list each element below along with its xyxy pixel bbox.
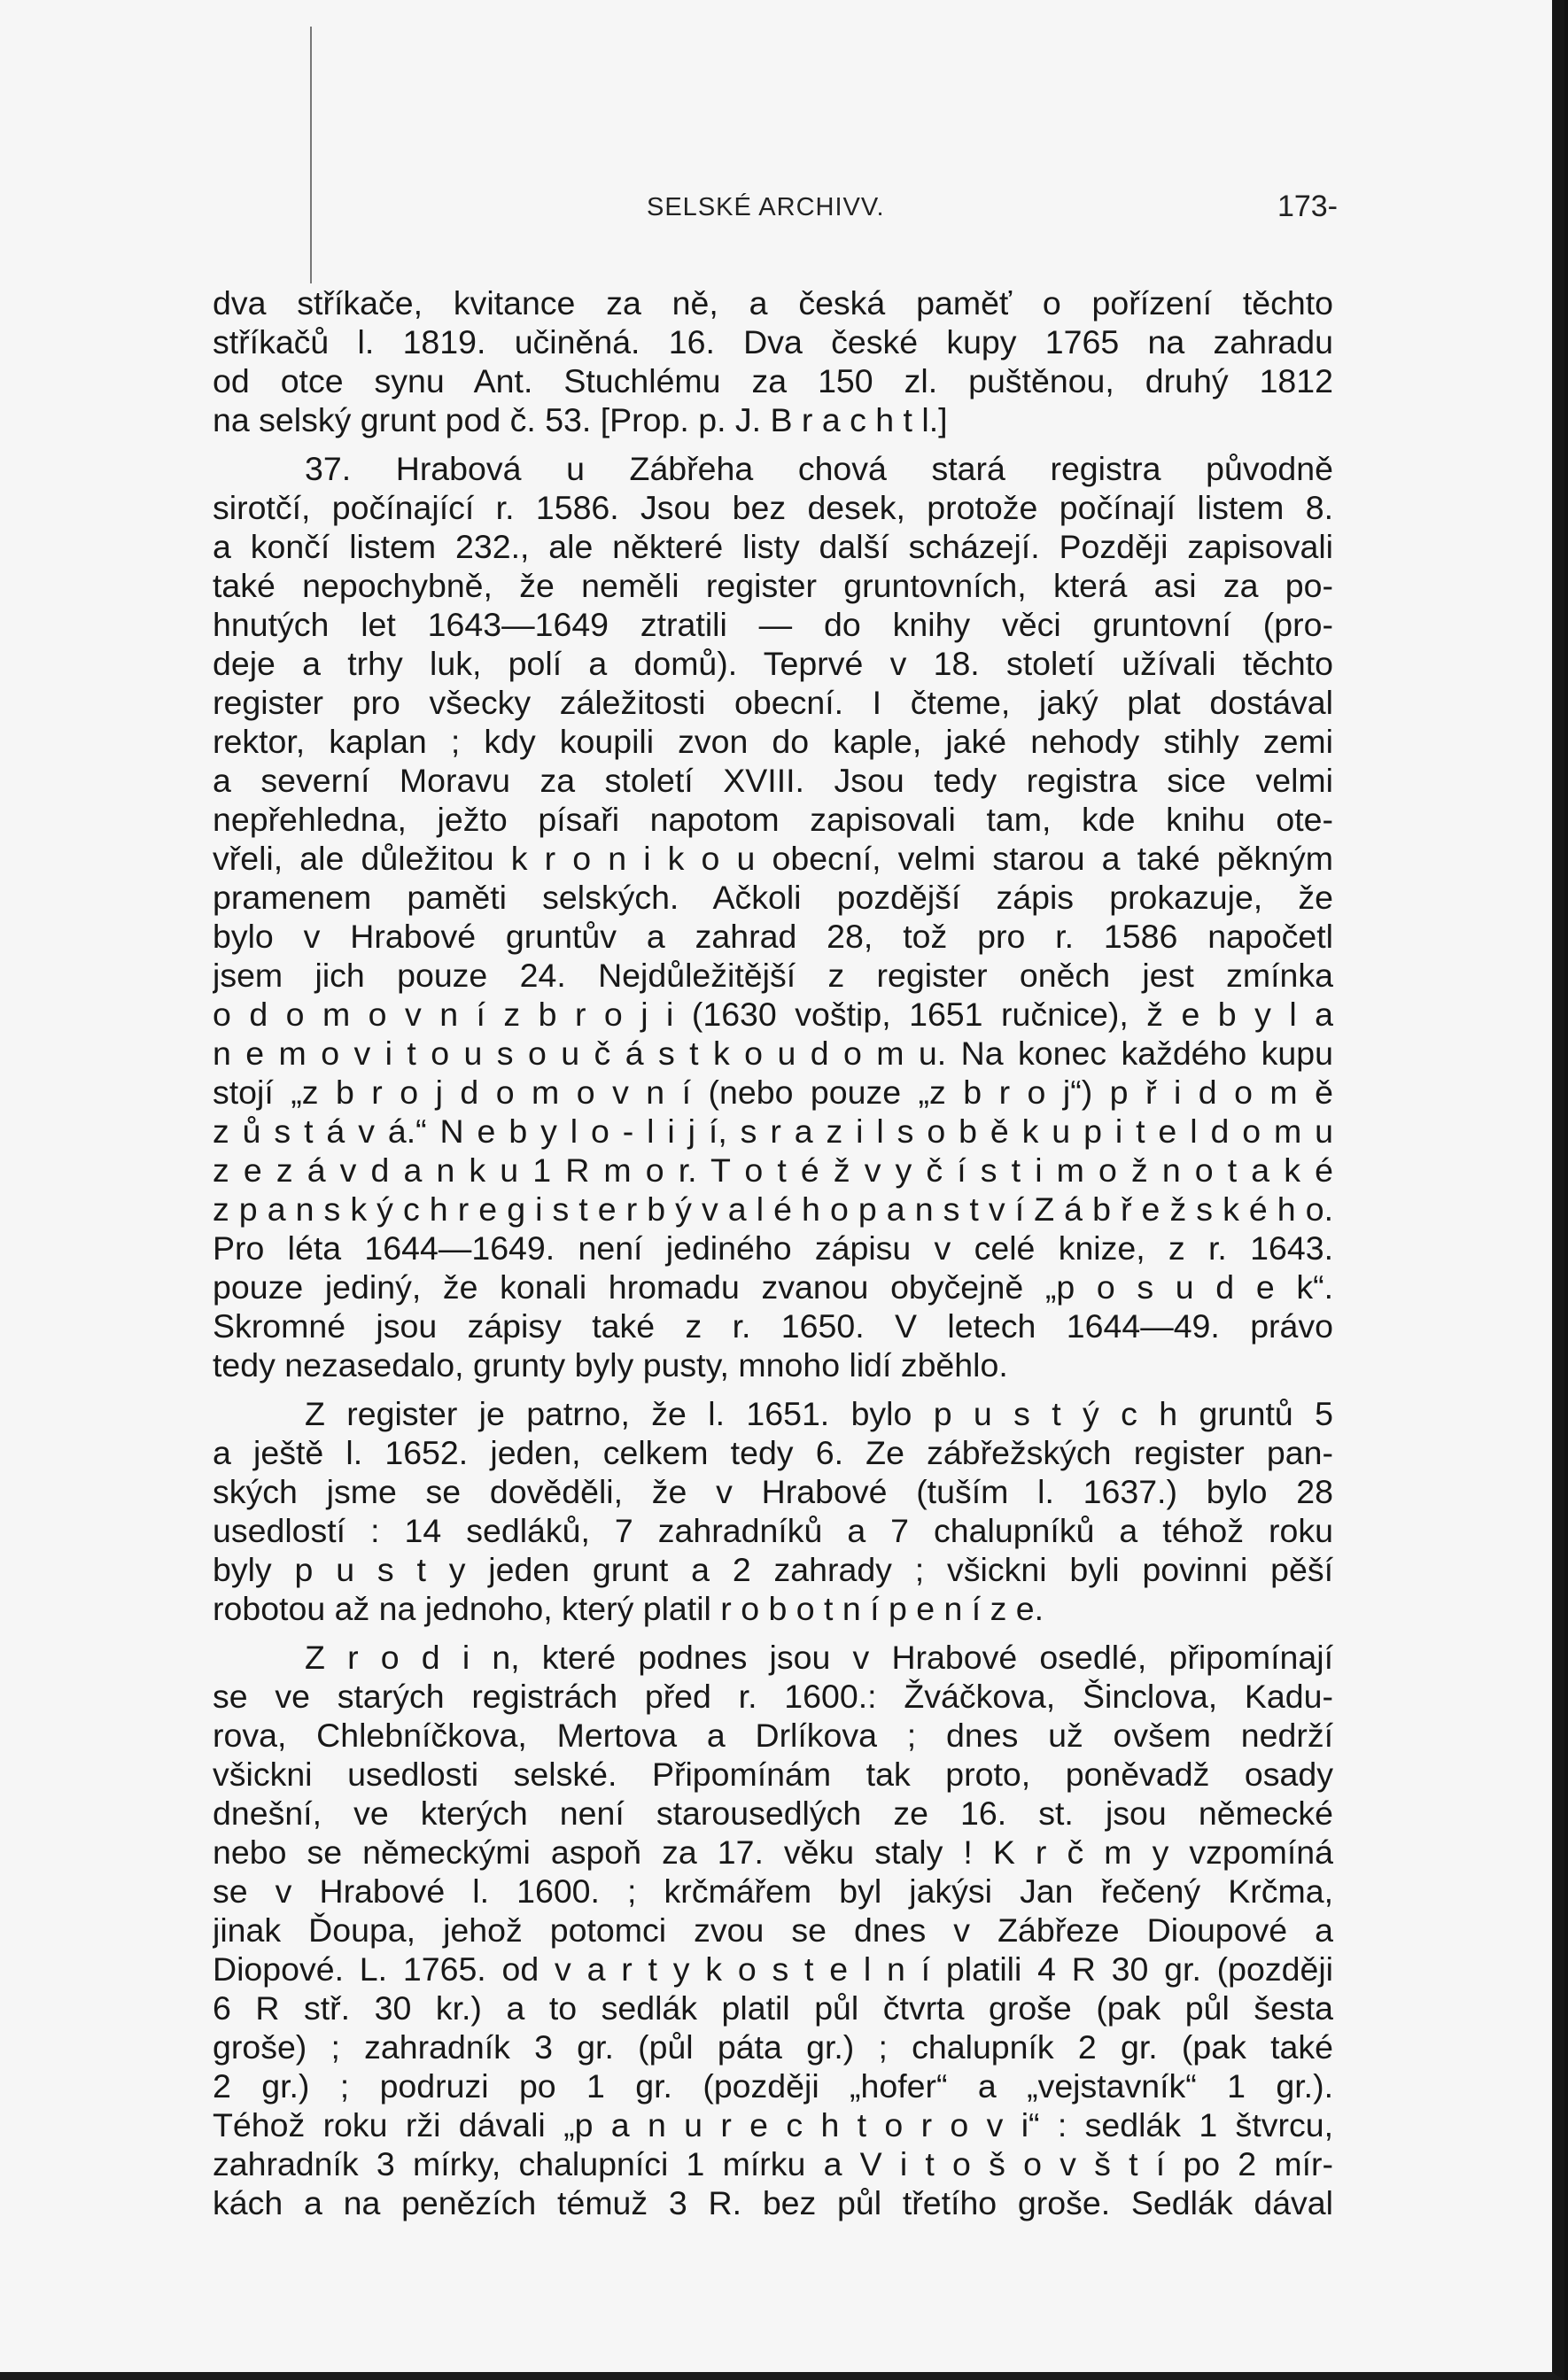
text-line: Diopové. L. 1765. od v a r t y k o s t e l n í platili 4 R 30 gr. (později	[213, 1950, 1333, 1988]
paragraph-3	[213, 1394, 1333, 1628]
text-line: kách a na penězích témuž 3 R. bez půl třetího groše. Sedlák dával	[213, 2184, 1333, 2221]
text-line: 6 R stř. 30 kr.) a to sedlák platil půl čtvrta groše (pak půl šesta	[213, 1989, 1333, 2027]
running-title: SELSKÉ ARCHIVV.	[647, 193, 885, 221]
text-line: se v Hrabové l. 1600. ; krčmářem byl jakýsi Jan řečený Krčma,	[213, 1872, 1333, 1910]
text-line: z ů s t á v á.“ N e b y l o - l i j í, s r a z i l s o b ě k u p i t e l d o m u	[213, 1112, 1333, 1150]
text-line: na selský grunt pod č. 53. [Prop. p. J. B r a c h t l.]	[213, 401, 948, 438]
text-line: zahradník 3 mírky, chalupníci 1 mírku a V i t o š o v š t í po 2 mír-	[213, 2145, 1333, 2182]
text-line: ských jsme se dověděli, že v Hrabové (tuším l. 1637.) bylo 28	[213, 1473, 1333, 1510]
text-line: všickni usedlosti selské. Připomínám tak proto, poněvadž osady	[213, 1756, 1333, 1793]
text-line: se ve starých registrách před r. 1600.: Žváčkova, Šinclova, Kadu-	[213, 1678, 1333, 1715]
text-line: register pro všecky záležitosti obecní. I čteme, jaký plat dostával	[213, 684, 1333, 721]
text-line: dnešní, ve kterých není starousedlých ze 16. st. jsou německé	[213, 1795, 1333, 1832]
text-line: z e z á v d a n k u 1 R m o r. T o t é ž v y č í s t i m o ž n o t a k é	[213, 1151, 1333, 1189]
text-line: groše) ; zahradník 3 gr. (půl páta gr.) ; chalupník 2 gr. (pak také	[213, 2028, 1333, 2066]
binding-line	[310, 27, 312, 283]
text-line: nepřehledna, ježto písaři napotom zapisovali tam, kde knihu ote-	[213, 801, 1333, 838]
text-line: dva stříkače, kvitance za ně, a česká paměť o pořízení těchto	[213, 284, 1333, 322]
text-line: tedy nezasedalo, grunty byly pusty, mnoho lidí zběhlo.	[213, 1346, 1008, 1384]
text-line: 2 gr.) ; podruzi po 1 gr. (později „hofer“ a „vejstavník“ 1 gr.).	[213, 2067, 1333, 2105]
text-line: Z r o d i n, které podnes jsou v Hrabové osedlé, připomínají	[305, 1639, 1333, 1676]
text-line: robotou až na jednoho, který platil r o b o t n í p e n í z e.	[213, 1590, 1044, 1627]
text-line: hnutých let 1643—1649 ztratili — do knihy věci gruntovní (pro-	[213, 606, 1333, 643]
text-line: o d o m o v n í z b r o j i (1630 voštip, 1651 ručnice), ž e b y l a	[213, 996, 1333, 1033]
text-line: a končí listem 232., ale některé listy další scházejí. Později zapisovali	[213, 528, 1333, 565]
text-line: byly p u s t y jeden grunt a 2 zahrady ; všickni byli povinni pěší	[213, 1551, 1333, 1588]
body-text	[213, 283, 1333, 2222]
text-line: stříkačů l. 1819. učiněná. 16. Dva české kupy 1765 na zahradu	[213, 323, 1333, 360]
text-line: bylo v Hrabové gruntův a zahrad 28, tož pro r. 1586 napočetl	[213, 918, 1333, 955]
text-line: usedlostí : 14 sedláků, 7 zahradníků a 7 chalupníků a téhož roku	[213, 1512, 1333, 1549]
page-number: 173-	[1277, 190, 1338, 223]
paragraph-2	[213, 449, 1333, 1384]
text-line: z p a n s k ý c h r e g i s t e r b ý v a l é h o p a n s t v í Z á b ř e ž s k é h o.	[213, 1190, 1333, 1228]
text-line: a severní Moravu za století XVIII. Jsou tedy registra sice velmi	[213, 762, 1333, 799]
text-line: rektor, kaplan ; kdy koupili zvon do kaple, jaké nehody stihly zemi	[213, 723, 1333, 760]
text-line: jinak Ďoupa, jehož potomci zvou se dnes v Zábřeze Dioupové a	[213, 1911, 1333, 1949]
text-line: nebo se německými aspoň za 17. věku staly ! K r č m y vzpomíná	[213, 1833, 1333, 1871]
text-line: Pro léta 1644—1649. není jediného zápisu v celé knize, z r. 1643.	[213, 1229, 1333, 1267]
paragraph-4	[213, 1638, 1333, 2222]
paragraph-1	[213, 283, 1333, 439]
text-line: n e m o v i t o u s o u č á s t k o u d o m u. Na konec každého kupu	[213, 1035, 1333, 1072]
text-line: od otce synu Ant. Stuchlému za 150 zl. puštěnou, druhý 1812	[213, 362, 1333, 399]
text-line: stojí „z b r o j d o m o v n í (nebo pouze „z b r o j“) p ř i d o m ě	[213, 1074, 1333, 1111]
text-line: jsem jich pouze 24. Nejdůležitější z register oněch jest zmínka	[213, 957, 1333, 994]
text-line: 37. Hrabová u Zábřeha chová stará registra původně	[305, 450, 1333, 487]
text-line: deje a trhy luk, polí a domů). Teprvé v 18. století užívali těchto	[213, 645, 1333, 682]
text-line: také nepochybně, že neměli register gruntovních, která asi za po-	[213, 567, 1333, 604]
text-line: vřeli, ale důležitou k r o n i k o u obecní, velmi starou a také pěkným	[213, 840, 1333, 877]
text-line: Z register je patrno, že l. 1651. bylo p u s t ý c h gruntů 5	[305, 1395, 1333, 1432]
text-line: Téhož roku rži dávali „p a n u r e c h t o r o v i“ : sedlák 1 štvrcu,	[213, 2106, 1333, 2144]
text-line: a ještě l. 1652. jeden, celkem tedy 6. Ze zábřežských register pan-	[213, 1434, 1333, 1471]
text-line: sirotčí, počínající r. 1586. Jsou bez desek, protože počínají listem 8.	[213, 489, 1333, 526]
text-line: Skromné jsou zápisy také z r. 1650. V letech 1644—49. právo	[213, 1307, 1333, 1345]
text-line: pouze jediný, že konali hromadu zvanou obyčejně „p o s u d e k“.	[213, 1268, 1333, 1306]
text-line: rova, Chlebníčkova, Mertova a Drlíkova ; dnes už ovšem nedrží	[213, 1717, 1333, 1754]
text-line: pramenem paměti selských. Ačkoli pozdější zápis prokazuje, že	[213, 879, 1333, 916]
page-header	[213, 186, 1338, 230]
